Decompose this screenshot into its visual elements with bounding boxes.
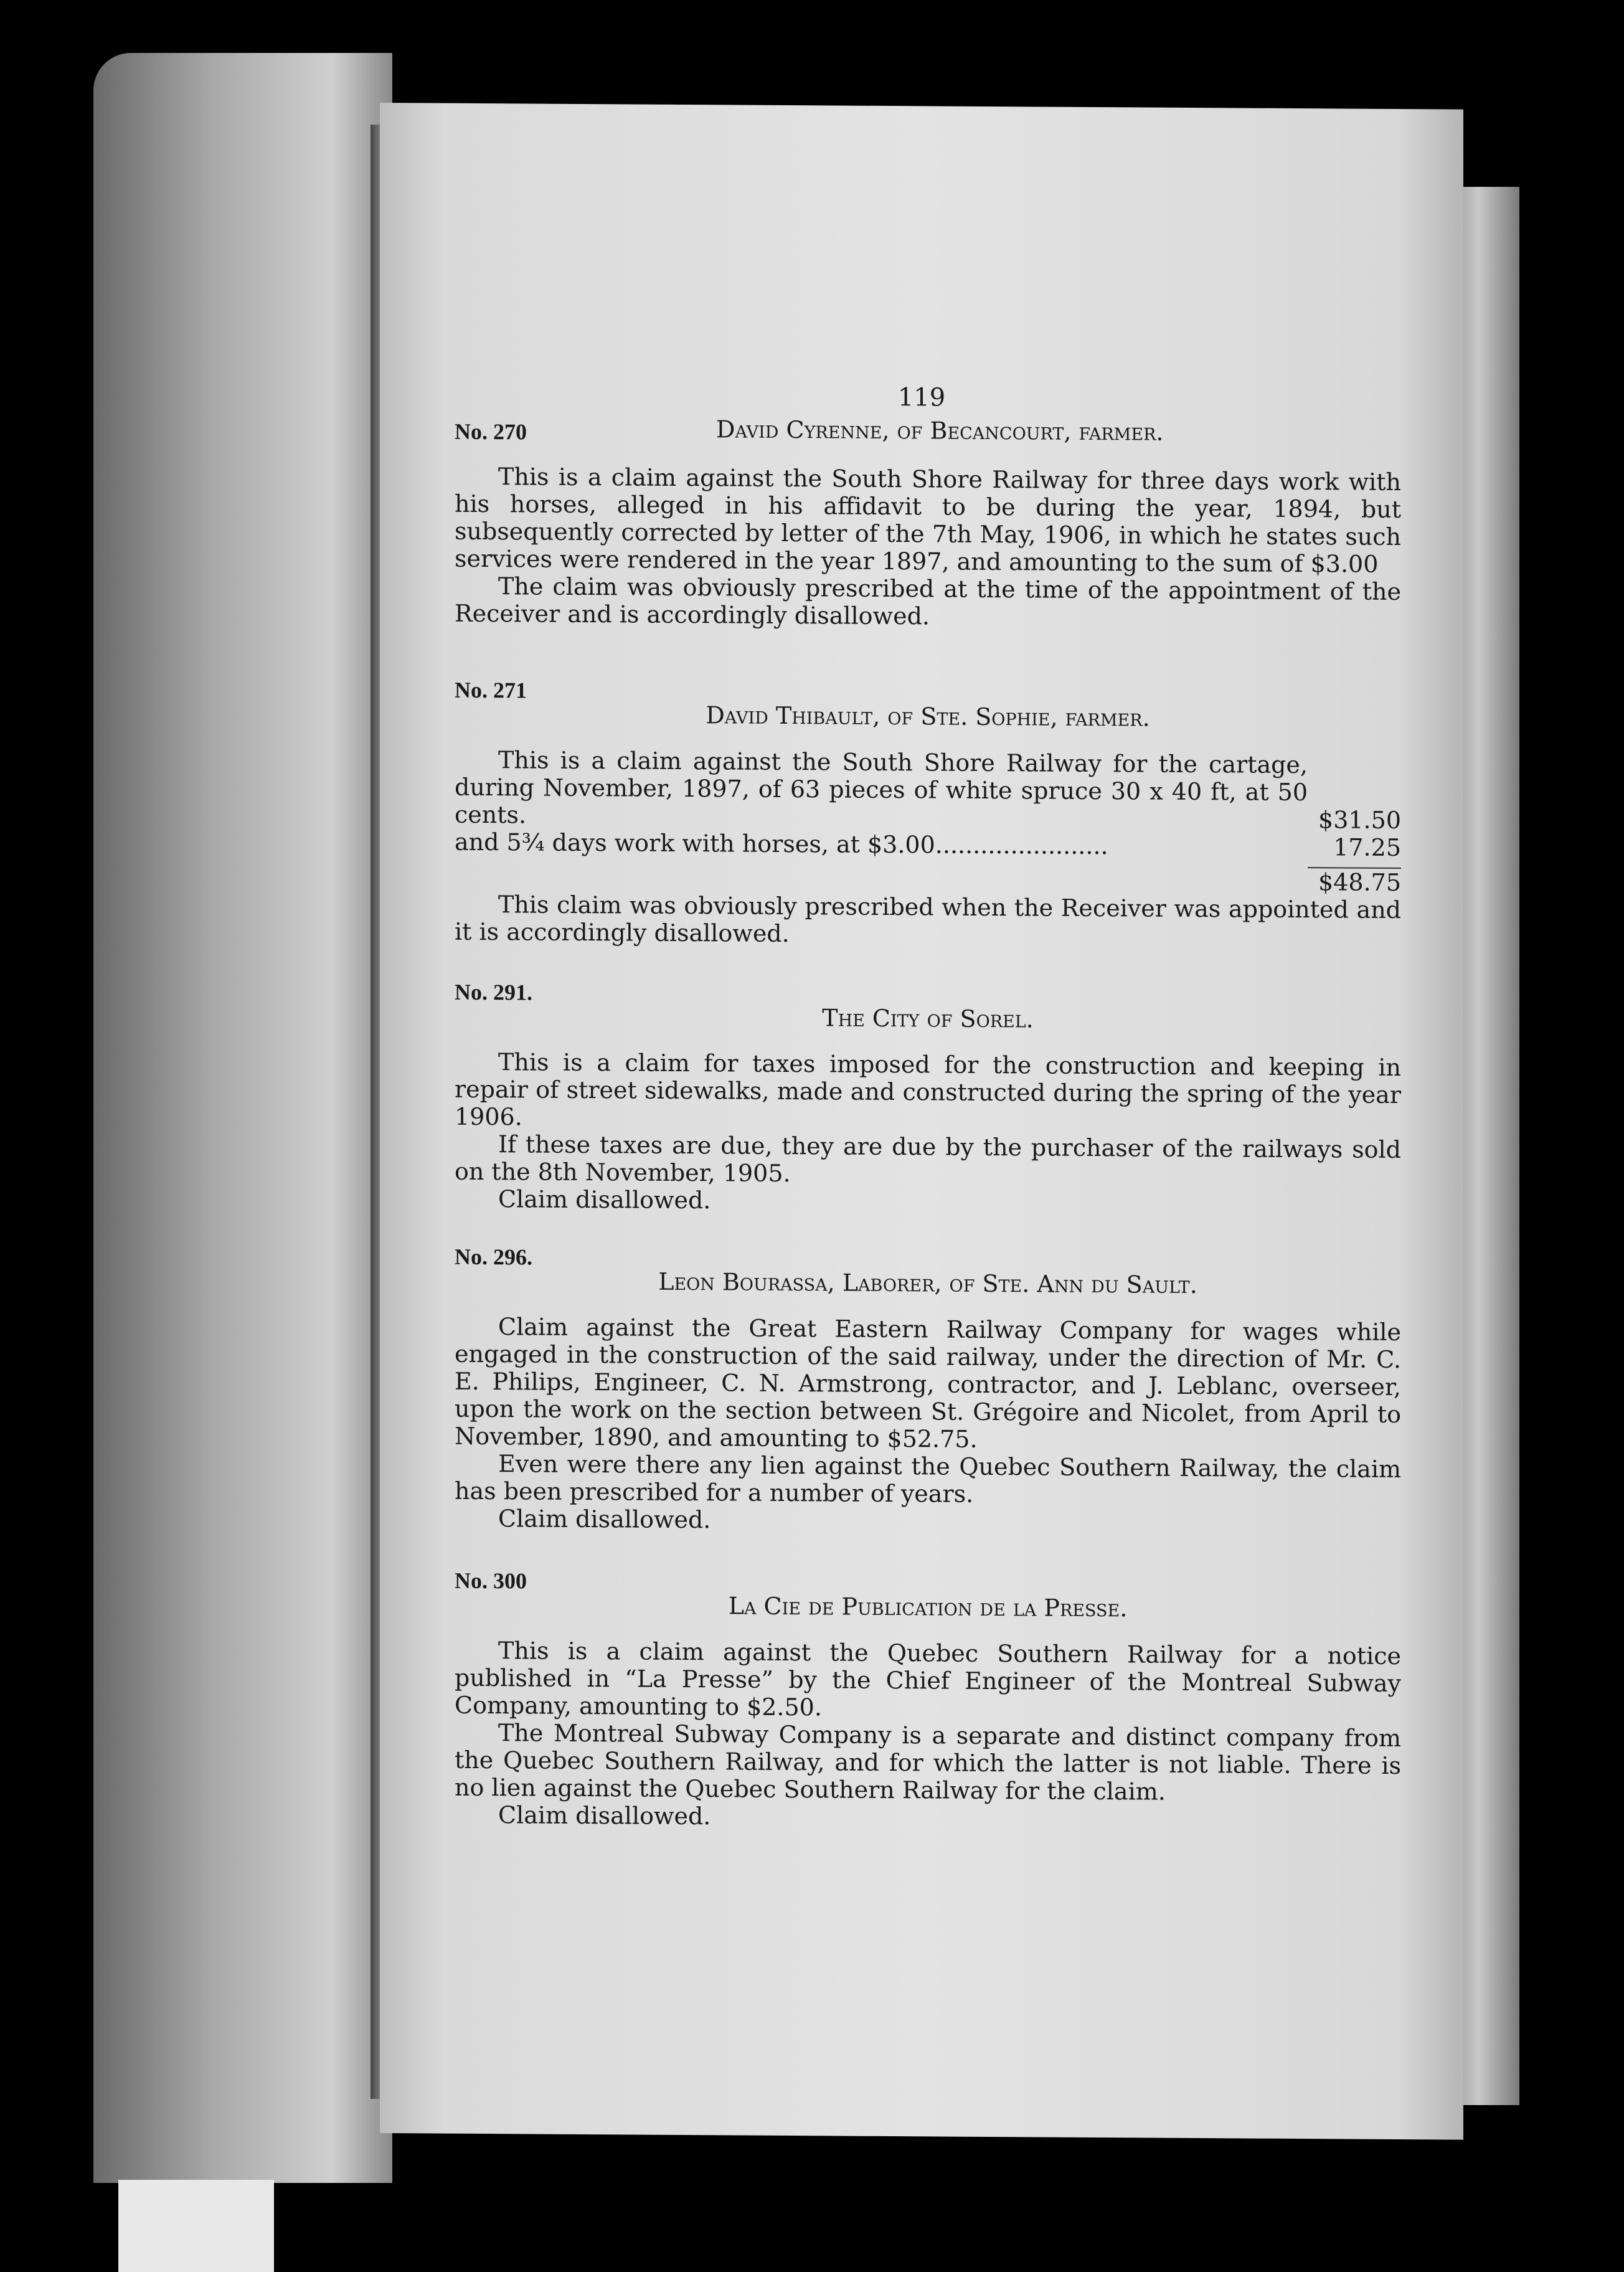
paper-tab — [118, 2180, 274, 2272]
claim-entry-291 — [455, 978, 1401, 1218]
amount: 17.25 — [1333, 833, 1401, 862]
entry-paragraph: The Montreal Subway Company is a separate and distinct company from the Quebec Southern Railway, and for which the latter is not liable. There is no lien against the Quebec Southern Railway for the claim. — [455, 1719, 1401, 1806]
document-page — [380, 103, 1463, 2140]
entry-paragraph: Even were there any lien against the Quebec Southern Railway, the claim has been prescribed for a number of years. — [455, 1450, 1401, 1508]
entry-number: No. 291. — [455, 979, 532, 1005]
entry-closing: This claim was obviously prescribed when the Receiver was appointed and it is accordingly disallowed. — [455, 891, 1401, 948]
entry-closing: Claim disallowed. — [498, 1185, 711, 1214]
entry-heading: Leon Bourassa, Laborer, of Ste. Ann du Sault. — [658, 1267, 1197, 1299]
entry-paragraph: This is a claim for taxes imposed for the construction and keeping in repair of street sidewalks, made and constructed during the spring of the year 1906. — [455, 1048, 1401, 1131]
entry-number: No. 270 — [455, 419, 527, 445]
amount: $31.50 — [1318, 806, 1401, 835]
claim-entry-300 — [455, 1567, 1401, 1834]
entry-number: No. 296. — [455, 1244, 532, 1270]
page-number: 119 — [897, 383, 946, 412]
claim-entry-296 — [455, 1243, 1401, 1538]
entry-number: No. 271 — [455, 677, 527, 703]
entry-paragraph: If these taxes are due, they are due by the purchaser of the railways sold on the 8th November, 1905. — [455, 1130, 1401, 1188]
left-page-edge — [93, 53, 392, 2183]
entry-heading: David Cyrenne, of Becancourt, farmer. — [716, 415, 1164, 446]
entry-paragraph: and 5¾ days work with horses, at $3.00....................... — [455, 828, 1108, 860]
entry-paragraph: Claim against the Great Eastern Railway Company for wages while engaged in the construction of the said railway, under the direction of Mr. C. E. Philips, Engineer, C. N. Armstrong, contractor, and J. Leblanc, overseer, upon the work on the section between St. Grégoire and Nicolet, from April to November, 1890, and amounting to $52.75. — [455, 1313, 1401, 1453]
entry-heading: David Thibault, of Ste. Sophie, farmer. — [706, 701, 1150, 732]
entry-closing: Claim disallowed. — [498, 1505, 711, 1534]
entry-paragraph: The claim was obviously prescribed at the time of the appointment of the Receiver and is accordingly disallowed. — [455, 572, 1401, 630]
entry-number: No. 300 — [455, 1568, 527, 1594]
entry-paragraph: This is a claim against the Quebec Southern Railway for a notice published in “La Presse” by the Chief Engineer of the Montreal Subway Company, amounting to $2.50. — [455, 1637, 1401, 1721]
entry-heading: The City of Sorel. — [822, 1004, 1034, 1033]
claim-entry-270 — [455, 415, 1401, 633]
entry-heading: La Cie de Publication de la Presse. — [728, 1592, 1128, 1622]
entry-paragraph: This is a claim against the South Shore Railway for three days work with his horses, alleged in his affidavit to be during the year, 1894, but subsequently corrected by letter of the 7th May, 1906, in which he states such services were rendered in the year 1897, and amounting to the sum of $3.00 — [455, 463, 1401, 578]
entry-paragraph: This is a claim against the South Shore Railway for the cartage, during November, 1897, of 63 pieces of white spruce 30 x 40 ft, at 50 cents. — [455, 746, 1308, 829]
claim-entry-271 — [455, 676, 1401, 951]
amount-total: $48.75 — [1308, 867, 1401, 896]
entry-closing: Claim disallowed. — [498, 1801, 711, 1830]
